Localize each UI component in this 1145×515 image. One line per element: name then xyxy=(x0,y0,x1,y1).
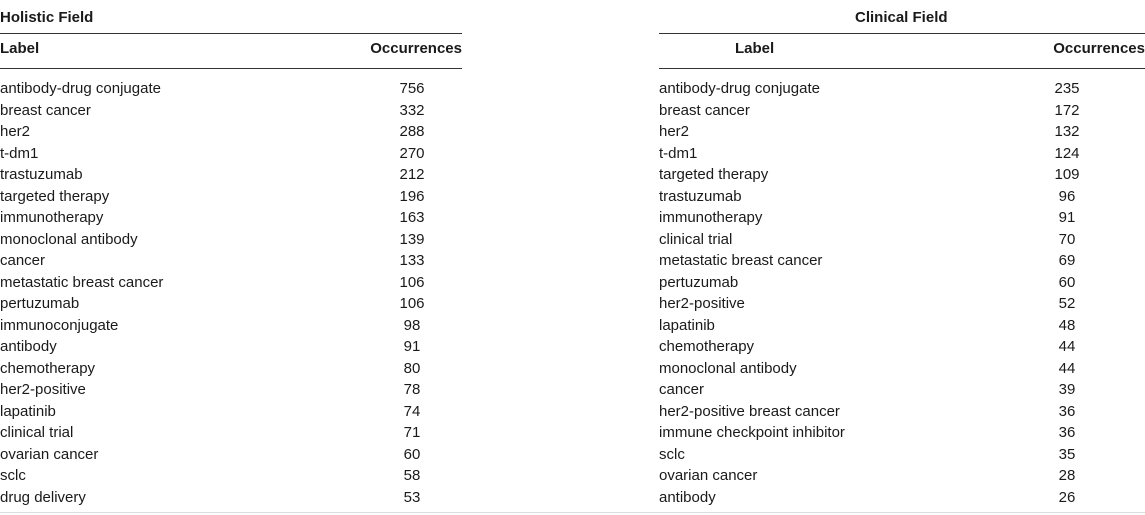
table-row xyxy=(0,358,462,380)
row-occurrences: 106 xyxy=(399,295,425,312)
row-occurrences: 270 xyxy=(399,144,425,162)
row-occurrences: 58 xyxy=(403,467,421,484)
row-occurrences: 332 xyxy=(399,101,425,119)
row-label: monoclonal antibody xyxy=(0,230,138,248)
row-occurrences: 60 xyxy=(1058,273,1076,291)
row-label: antibody-drug conjugate xyxy=(0,80,161,97)
row-occurrences: 60 xyxy=(403,445,421,463)
row-occurrences: 235 xyxy=(1054,80,1080,97)
row-label: clinical trial xyxy=(659,230,733,248)
row-label: sclc xyxy=(0,467,26,484)
row-occurrences: 48 xyxy=(1058,316,1076,334)
table-row xyxy=(659,207,1145,229)
table-row xyxy=(0,272,462,294)
row-label: metastatic breast cancer xyxy=(659,252,823,269)
row-occurrences: 288 xyxy=(399,123,425,140)
table-row xyxy=(659,379,1145,401)
table-row xyxy=(659,78,1145,100)
table-row xyxy=(659,164,1145,186)
row-label: chemotherapy xyxy=(659,338,755,355)
row-label: t-dm1 xyxy=(0,144,39,162)
table-row xyxy=(659,229,1145,251)
bottom-rule xyxy=(0,512,1145,513)
row-occurrences: 80 xyxy=(403,359,421,377)
table-row xyxy=(659,143,1145,165)
row-occurrences: 212 xyxy=(399,166,425,183)
table-row xyxy=(0,315,462,337)
row-label: ovarian cancer xyxy=(0,445,99,463)
row-occurrences: 163 xyxy=(399,209,425,226)
row-label: sclc xyxy=(659,445,685,463)
table-row xyxy=(0,293,462,315)
holistic-top-rule xyxy=(0,33,462,34)
row-label: breast cancer xyxy=(0,101,91,119)
row-occurrences: 74 xyxy=(403,402,421,420)
row-occurrences: 44 xyxy=(1058,359,1076,377)
row-label: trastuzumab xyxy=(0,166,83,183)
row-occurrences: 44 xyxy=(1058,338,1076,355)
table-row xyxy=(659,401,1145,423)
table-row xyxy=(659,422,1145,444)
row-occurrences: 69 xyxy=(1058,252,1076,269)
table-row xyxy=(659,336,1145,358)
row-occurrences: 91 xyxy=(403,338,421,355)
table-row xyxy=(0,229,462,251)
table-row xyxy=(0,487,462,509)
table-row xyxy=(0,336,462,358)
row-occurrences: 71 xyxy=(403,424,421,441)
row-occurrences: 109 xyxy=(1054,166,1080,183)
holistic-field-title: Holistic Field xyxy=(0,9,94,26)
row-label: trastuzumab xyxy=(659,187,742,205)
row-occurrences: 132 xyxy=(1054,123,1080,140)
table-row xyxy=(659,293,1145,315)
row-label: her2 xyxy=(659,123,690,140)
table-row xyxy=(659,121,1145,143)
table-row xyxy=(0,143,462,165)
row-label: immunotherapy xyxy=(0,209,104,226)
row-occurrences: 26 xyxy=(1058,488,1076,506)
row-occurrences: 53 xyxy=(403,488,421,506)
row-label: antibody xyxy=(0,338,57,355)
row-label: cancer xyxy=(659,381,705,398)
row-occurrences: 36 xyxy=(1058,402,1076,420)
row-label: monoclonal antibody xyxy=(659,359,797,377)
row-occurrences: 70 xyxy=(1058,230,1076,248)
row-occurrences: 98 xyxy=(403,316,421,334)
clinical-header-occurrences: Occurrences xyxy=(1053,40,1145,57)
clinical-header-rule xyxy=(659,68,1145,69)
holistic-rows xyxy=(0,78,462,508)
row-occurrences: 196 xyxy=(399,187,425,205)
table-row xyxy=(0,100,462,122)
table-row xyxy=(659,186,1145,208)
row-occurrences: 52 xyxy=(1058,295,1076,312)
row-label: immunoconjugate xyxy=(0,316,119,334)
row-occurrences: 139 xyxy=(399,230,425,248)
table-row xyxy=(0,401,462,423)
table-row xyxy=(0,186,462,208)
holistic-header-rule xyxy=(0,68,462,69)
table-row xyxy=(659,465,1145,487)
row-label: clinical trial xyxy=(0,424,74,441)
table-row xyxy=(0,78,462,100)
row-occurrences: 124 xyxy=(1054,144,1080,162)
row-label: lapatinib xyxy=(659,316,715,334)
row-label: her2 xyxy=(0,123,31,140)
clinical-header-label: Label xyxy=(735,40,775,57)
row-label: her2-positive xyxy=(659,295,745,312)
row-occurrences: 36 xyxy=(1058,424,1076,441)
row-label: cancer xyxy=(0,252,46,269)
table-row xyxy=(0,164,462,186)
clinical-field-title: Clinical Field xyxy=(855,9,948,26)
row-label: t-dm1 xyxy=(659,144,698,162)
row-label: pertuzumab xyxy=(659,273,739,291)
table-row xyxy=(0,379,462,401)
holistic-header-label: Label xyxy=(0,40,40,57)
row-label: her2-positive xyxy=(0,381,86,398)
row-occurrences: 96 xyxy=(1058,187,1076,205)
row-occurrences: 172 xyxy=(1054,101,1080,119)
row-label: her2-positive breast cancer xyxy=(659,402,840,420)
table-row xyxy=(0,422,462,444)
row-label: antibody xyxy=(659,488,716,506)
row-label: drug delivery xyxy=(0,488,86,506)
row-occurrences: 756 xyxy=(399,80,425,97)
row-occurrences: 133 xyxy=(399,252,425,269)
row-occurrences: 106 xyxy=(399,273,425,291)
row-occurrences: 91 xyxy=(1058,209,1076,226)
clinical-rows xyxy=(659,78,1145,508)
clinical-top-rule xyxy=(659,33,1145,34)
row-label: chemotherapy xyxy=(0,359,96,377)
row-label: lapatinib xyxy=(0,402,56,420)
row-label: immunotherapy xyxy=(659,209,763,226)
table-row xyxy=(659,315,1145,337)
holistic-header-occurrences: Occurrences xyxy=(370,40,462,57)
table-row xyxy=(0,465,462,487)
row-occurrences: 39 xyxy=(1058,381,1076,398)
table-row xyxy=(659,487,1145,509)
table-row xyxy=(659,358,1145,380)
table-row xyxy=(0,444,462,466)
row-label: targeted therapy xyxy=(0,187,110,205)
table-row xyxy=(0,250,462,272)
row-label: targeted therapy xyxy=(659,166,769,183)
row-occurrences: 28 xyxy=(1058,467,1076,484)
row-label: antibody-drug conjugate xyxy=(659,80,820,97)
row-label: ovarian cancer xyxy=(659,467,758,484)
row-occurrences: 78 xyxy=(403,381,421,398)
table-row xyxy=(659,272,1145,294)
table-row xyxy=(0,207,462,229)
row-label: pertuzumab xyxy=(0,295,80,312)
table-row xyxy=(0,121,462,143)
table-row xyxy=(659,250,1145,272)
row-label: immune checkpoint inhibitor xyxy=(659,424,845,441)
table-row xyxy=(659,444,1145,466)
row-label: metastatic breast cancer xyxy=(0,273,164,291)
row-occurrences: 35 xyxy=(1058,445,1076,463)
table-row xyxy=(659,100,1145,122)
row-label: breast cancer xyxy=(659,101,750,119)
